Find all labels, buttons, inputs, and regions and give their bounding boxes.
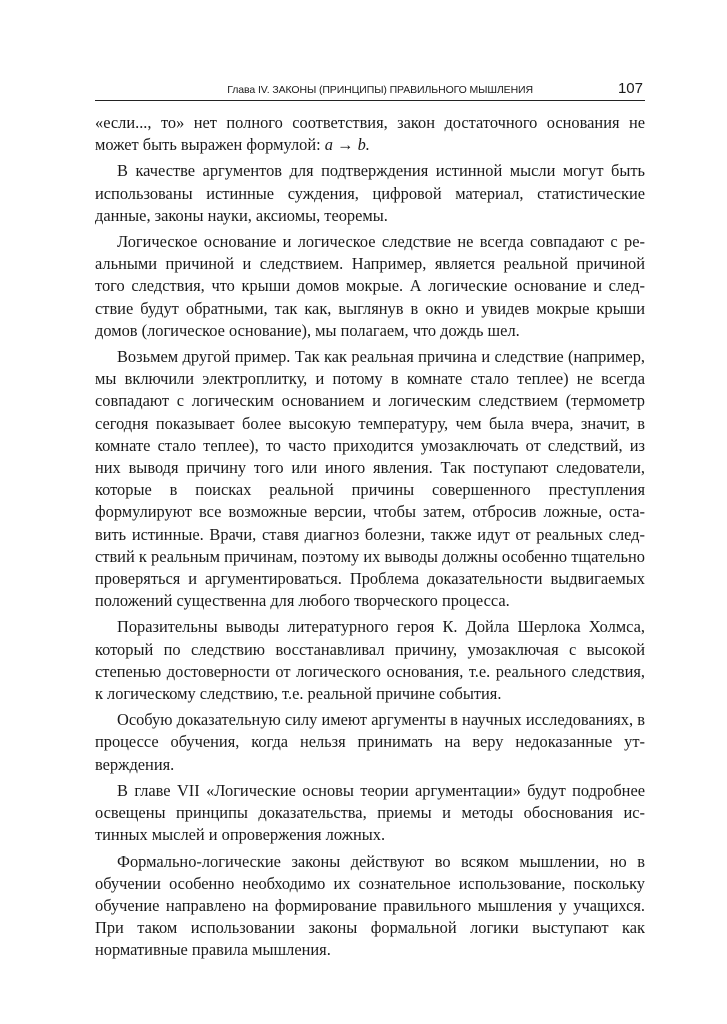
- page-number: 107: [617, 80, 643, 97]
- paragraph: [95, 112, 645, 156]
- paragraph: Особую доказательную силу имеют аргументы в научных исследованиях, в процессе обучения, когда нельзя принимать на веру недоказанные утверждения.: [95, 710, 645, 774]
- running-header: [95, 82, 645, 100]
- paragraph: В качестве аргументов для подтверждения истинной мысли могут быть использованы истинные суждения, цифровой материал, статистические данные, законы науки, аксиомы, теоремы.: [95, 161, 645, 225]
- paragraph-text: «если..., то» нет полного соответствия, закон достаточного основания не может быть выражен формулой:: [95, 113, 645, 155]
- paragraph: Логическое основание и логическое следствие не всегда совпадают с реальными причиной и следствием. Например, является реальной причиной того следствия, что крыши домов мокрые. А логические основание и следствие будут обратными, так как, выглянув в окно и увидев мокрые крыши домов (логическое основание), мы полагаем, что дождь шел.: [95, 232, 645, 340]
- header-rule: [95, 100, 645, 101]
- paragraph: В главе VII «Логические основы теории аргументации» будут подробнее освещены принципы доказательства, приемы и методы обоснования истинных мыслей и опровержения ложных.: [95, 780, 645, 845]
- paragraph: Возьмем другой пример. Так как реальная причина и следствие (например, мы включили электроплитку, и потому в комнате стало теплее) не всегда совпадают с логическим основанием и логическим следствием (термометр сегодня показывает более высокую температуру, чем была вчера, значит, в комнате стало теплее), то часто приходится умозаключать от следствий, из них выводя причину того или иного явления. Так поступают следователи, которые в поисках реальной причины совершенного преступления формулируют все возможные версии, чтобы затем, отбросив ложные, оставить истинные. Врачи, ставя диагноз болезни, также идут от реальных следствий к реальным причинам, поэтому их выводы должны особенно тщательно проверяться и аргументироваться. Проблема доказательности выдвигаемых положений существенна для любого творческого процесса.: [95, 347, 645, 611]
- paragraph: Формально-логические законы действуют во всяком мышлении, но в обучении особенно необходимо их сознательное использование, поскольку обучение направлено на формирование правильного мышления у учащихся. При таком использовании законы формальной логики выступают как нормативные правила мышления.: [95, 851, 645, 960]
- paragraph: Поразительны выводы литературного героя К. Дойла Шерлока Холмса, который по следствию восстанавливал причину, умозаключая с высокой степенью достоверности от логического основания, т.е. реального следствия, к логическому следствию, т.е. реальной причине события.: [95, 617, 645, 704]
- chapter-title: Глава IV. ЗАКОНЫ (ПРИНЦИПЫ) ПРАВИЛЬНОГО МЫШЛЕНИЯ: [227, 84, 533, 96]
- formula: a → b.: [324, 135, 370, 155]
- body-text: [95, 112, 645, 966]
